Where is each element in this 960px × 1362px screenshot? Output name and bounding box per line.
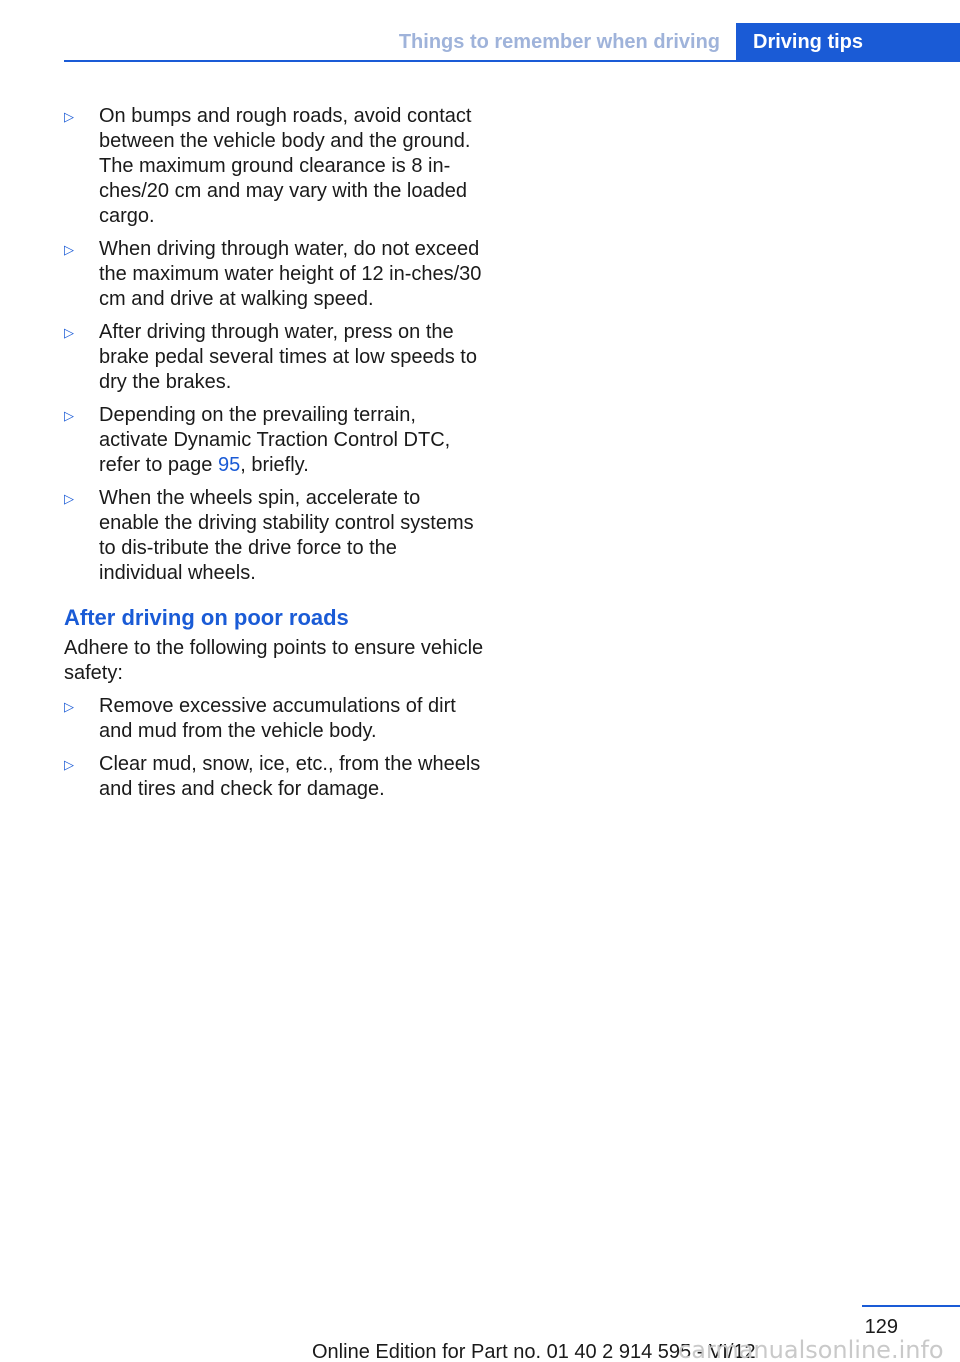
list-item <box>64 752 484 802</box>
header-divider <box>64 60 960 62</box>
list-item-text: Remove excessive accumulations of dirt and mud from the vehicle body. <box>99 695 456 742</box>
triangle-bullet-icon: ▷ <box>64 491 74 506</box>
header-section-title: Things to remember when driving <box>398 31 720 53</box>
list-item <box>64 320 484 395</box>
triangle-bullet-icon: ▷ <box>64 699 74 714</box>
dtc-text: Depending on the prevailing terrain, activate Dynamic Traction Control DTC, refer to page <box>99 404 451 476</box>
list-item-text: When driving through water, do not exceed the maximum water height of 12 in-ches/30 cm and drive at walking speed. <box>99 238 482 310</box>
page-reference-link[interactable]: 95 <box>217 454 241 476</box>
list-item <box>64 486 484 586</box>
list-item-text: Clear mud, snow, ice, etc., from the wheels and tires and check for damage. <box>99 753 481 800</box>
dtc-text-end: , briefly. <box>240 454 309 476</box>
list-item-text: After driving through water, press on the brake pedal several times at low speeds to dry the brakes. <box>99 321 477 393</box>
list-item <box>64 694 484 744</box>
footer-divider <box>862 1305 960 1307</box>
list-item <box>64 237 484 312</box>
edition-note: Online Edition for Part no. 01 40 2 914 595 - VI/12 <box>312 1341 756 1362</box>
triangle-bullet-icon: ▷ <box>64 325 74 340</box>
triangle-bullet-icon: ▷ <box>64 242 74 257</box>
list-item <box>64 403 484 478</box>
list-item-text: On bumps and rough roads, avoid contact between the vehicle body and the ground. The maximum ground clearance is 8 in-ches/20 cm and may vary with the loaded cargo. <box>99 105 472 227</box>
triangle-bullet-icon: ▷ <box>64 757 74 772</box>
triangle-bullet-icon: ▷ <box>64 408 74 423</box>
section-heading: After driving on poor roads <box>64 605 349 630</box>
watermark: carmanualsonline.info <box>678 1336 944 1362</box>
section-intro: Adhere to the following points to ensure vehicle safety: <box>64 637 484 684</box>
triangle-bullet-icon: ▷ <box>64 109 74 124</box>
main-content <box>64 104 484 810</box>
list-item-text <box>99 403 484 478</box>
list-item-text: When the wheels spin, accelerate to enable the driving stability control systems to dis-tribute the drive force to the individual wheels. <box>99 487 474 584</box>
page-number: 129 <box>864 1316 898 1338</box>
header-chapter-tab: Driving tips <box>736 23 960 62</box>
list-item <box>64 104 484 229</box>
